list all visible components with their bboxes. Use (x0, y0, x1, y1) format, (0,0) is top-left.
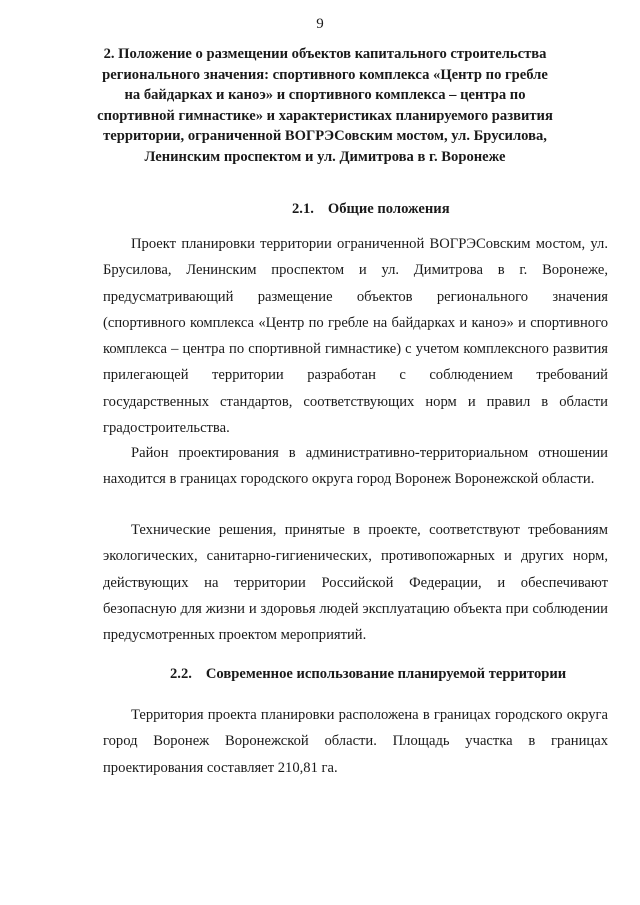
subsection-number: 2.2. (170, 666, 192, 682)
page-number: 9 (316, 16, 324, 32)
section-title: 2. Положение о размещении объектов капитального строительства регионального значения: спортивного комплекса «Центр по гребле на байдарках и каноэ» и спортивного комплекса – центра по спортивной гимнастике» и характеристиках планируемого развития территории, ограниченной ВОГРЭСовским мостом, ул. Брусилова, Ленинским проспектом и ул. Димитрова в г. Воронеже (97, 46, 553, 165)
subsection-title: Современное использование планируемой территории (205, 666, 567, 682)
subsection-heading-current-use (170, 666, 566, 683)
paragraph-project-overview: Проект планировки территории ограниченной ВОГРЭСовским мостом, ул. Брусилова, Ленинским проспектом и ул. Димитрова в г. Воронеже, предусматривающий размещение объектов регионального значения (спортивного комплекса «Центр по гребле на байдарках и каноэ» и спортивного комплекса – центра по спортивной гимнастике) с учетом комплексного развития прилегающей территории разработан с соблюдением требований государственных стандартов, соответствующих норм и правил в области градостроительства. (103, 236, 608, 437)
paragraph-district-location: Район проектирования в административно-территориальном отношении находится в границах городского округа город Воронеж Воронежской области. (103, 445, 608, 488)
subsection-heading-general (292, 201, 450, 218)
paragraph-technical-decisions: Технические решения, принятые в проекте, соответствуют требованиям экологических, санитарно-гигиенических, противопожарных и других норм, действующих на территории Российской Федерации, и обеспечивают безопасную для жизни и здоровья людей эксплуатацию объекта при соблюдении предусмотренных проектом мероприятий. (103, 522, 608, 644)
subsection-number: 2.1. (292, 201, 314, 217)
paragraph-territory-area: Территория проекта планировки расположена в границах городского округа город Воронеж Воронежской области. Площадь участка в границах проектирования составляет 210,81 га. (103, 707, 608, 776)
subsection-title: Общие положения (327, 201, 450, 217)
